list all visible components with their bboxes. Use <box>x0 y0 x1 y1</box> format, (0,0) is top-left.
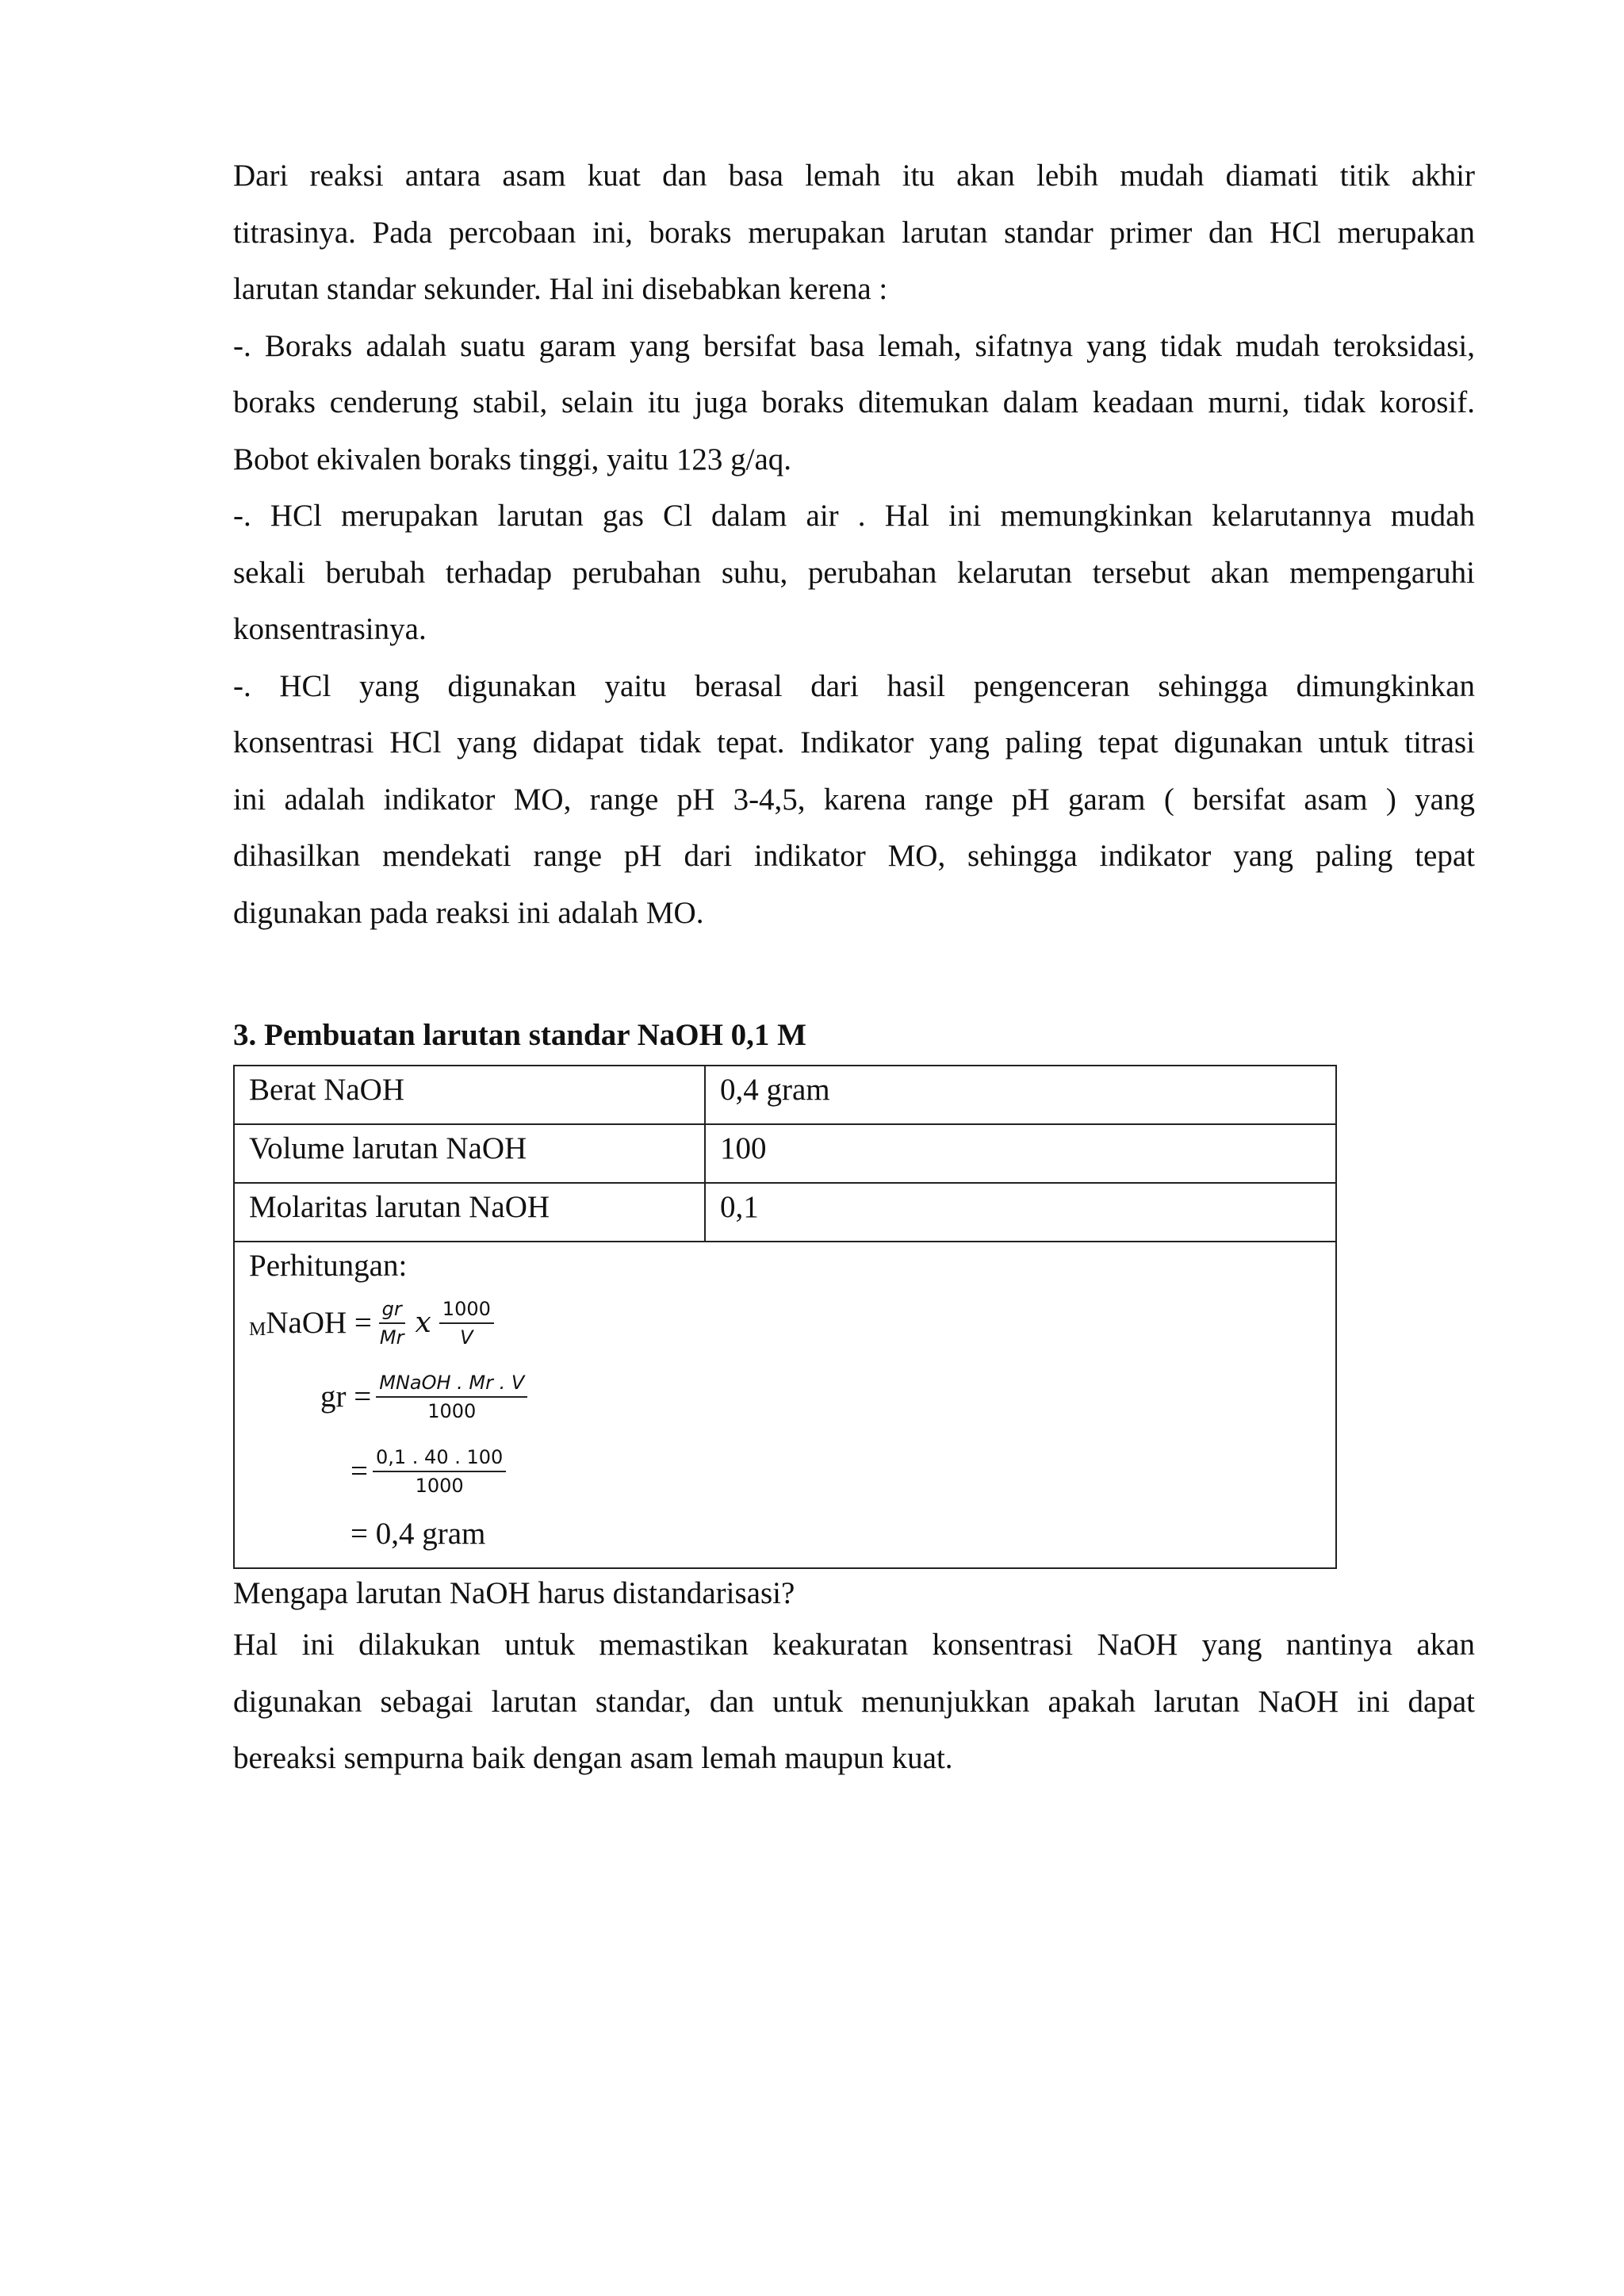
multiply-operator: x <box>415 1307 431 1339</box>
section-heading: 3. Pembuatan larutan standar NaOH 0,1 M <box>233 1018 806 1052</box>
formula-lhs: = <box>350 1454 368 1488</box>
text-line: boraks cenderung stabil, selain itu juga boraks ditemukan dalam keadaan murni, tidak korosif. <box>233 385 1475 419</box>
fraction-numerator: 1000 <box>439 1295 494 1324</box>
text-line: ini adalah indikator MO, range pH 3-4,5, karena range pH garam ( bersifat asam ) yang <box>233 782 1475 817</box>
formula-result: = 0,4 gram <box>350 1517 486 1551</box>
calculation-cell <box>234 1242 1336 1568</box>
text-line: Bobot ekivalen boraks tinggi, yaitu 123 g/aq. <box>233 442 792 476</box>
text-line: digunakan pada reaksi ini adalah MO. <box>233 895 704 930</box>
text-line: titrasinya. Pada percobaan ini, boraks merupakan larutan standar primer dan HCl merupakan <box>233 215 1475 250</box>
fraction-denominator: Mr <box>379 1326 404 1349</box>
text-line: bereaksi sempurna baik dengan asam lemah maupun kuat. <box>233 1741 953 1775</box>
table-cell-label: Molaritas larutan NaOH <box>234 1183 705 1242</box>
molarity-prefix: M <box>249 1319 266 1340</box>
fraction-denominator: 1000 <box>415 1475 464 1497</box>
fraction-numerator: 0,1 . 40 . 100 <box>373 1444 506 1472</box>
fraction-denominator: 1000 <box>427 1400 477 1422</box>
text-line: konsentrasi HCl yang didapat tidak tepat. Indikator yang paling tepat digunakan untuk titrasi <box>233 725 1475 760</box>
question-text: Mengapa larutan NaOH harus distandarisasi? <box>233 1576 795 1610</box>
point-hcl-dilution <box>233 658 1475 942</box>
formula-lhs: NaOH = <box>266 1306 372 1340</box>
point-boraks <box>233 318 1475 488</box>
text-line: dihasilkan mendekati range pH dari indikator MO, sehingga indikator yang paling tepat <box>233 839 1475 873</box>
fraction <box>439 1295 494 1351</box>
table-cell-value: 0,1 <box>705 1183 1336 1242</box>
intro-paragraph <box>233 147 1475 318</box>
fraction-denominator: V <box>460 1326 473 1349</box>
fraction <box>373 1444 506 1499</box>
formula-gram <box>320 1360 1321 1434</box>
text-line: Hal ini dilakukan untuk memastikan keakuratan konsentrasi NaOH yang nantinya akan <box>233 1628 1475 1662</box>
calculation-label: Perhitungan: <box>249 1249 408 1283</box>
text-line: sekali berubah terhadap perubahan suhu, perubahan kelarutan tersebut akan mempengaruhi <box>233 555 1475 590</box>
naoh-data-table <box>233 1065 1337 1569</box>
table-cell-value: 0,4 gram <box>705 1066 1336 1124</box>
text-line: -. HCl yang digunakan yaitu berasal dari hasil pengenceran sehingga dimungkinkan <box>233 668 1475 703</box>
fraction <box>376 1369 527 1425</box>
answer-paragraph <box>233 1617 1475 1787</box>
text-line: -. Boraks adalah suatu garam yang bersifat basa lemah, sifatnya yang tidak mudah teroksidasi, <box>233 328 1475 363</box>
document-page <box>233 147 1475 1787</box>
text-line: digunakan sebagai larutan standar, dan untuk menunjukkan apakah larutan NaOH ini dapat <box>233 1684 1475 1719</box>
formula-substitution <box>350 1434 1321 1509</box>
formula-lhs: gr = <box>320 1380 372 1414</box>
text-line: Dari reaksi antara asam kuat dan basa lemah itu akan lebih mudah diamati titik akhir <box>233 159 1475 193</box>
table-row <box>234 1066 1336 1124</box>
fraction <box>377 1295 408 1351</box>
text-line: konsentrasinya. <box>233 612 427 646</box>
text-line: -. HCl merupakan larutan gas Cl dalam air . Hal ini memungkinkan kelarutannya mudah <box>233 499 1475 533</box>
text-line: larutan standar sekunder. Hal ini disebabkan kerena : <box>233 272 888 306</box>
formula-molarity <box>249 1287 1321 1360</box>
fraction-numerator: gr <box>379 1295 405 1324</box>
table-row <box>234 1183 1336 1242</box>
table-row <box>234 1124 1336 1183</box>
table-cell-label: Berat NaOH <box>234 1066 705 1124</box>
table-cell-value: 100 <box>705 1124 1336 1183</box>
table-cell-label: Volume larutan NaOH <box>234 1124 705 1183</box>
fraction-numerator: MNaOH . Mr . V <box>376 1369 527 1398</box>
table-row-calculation <box>234 1242 1336 1568</box>
point-hcl-gas <box>233 488 1475 658</box>
